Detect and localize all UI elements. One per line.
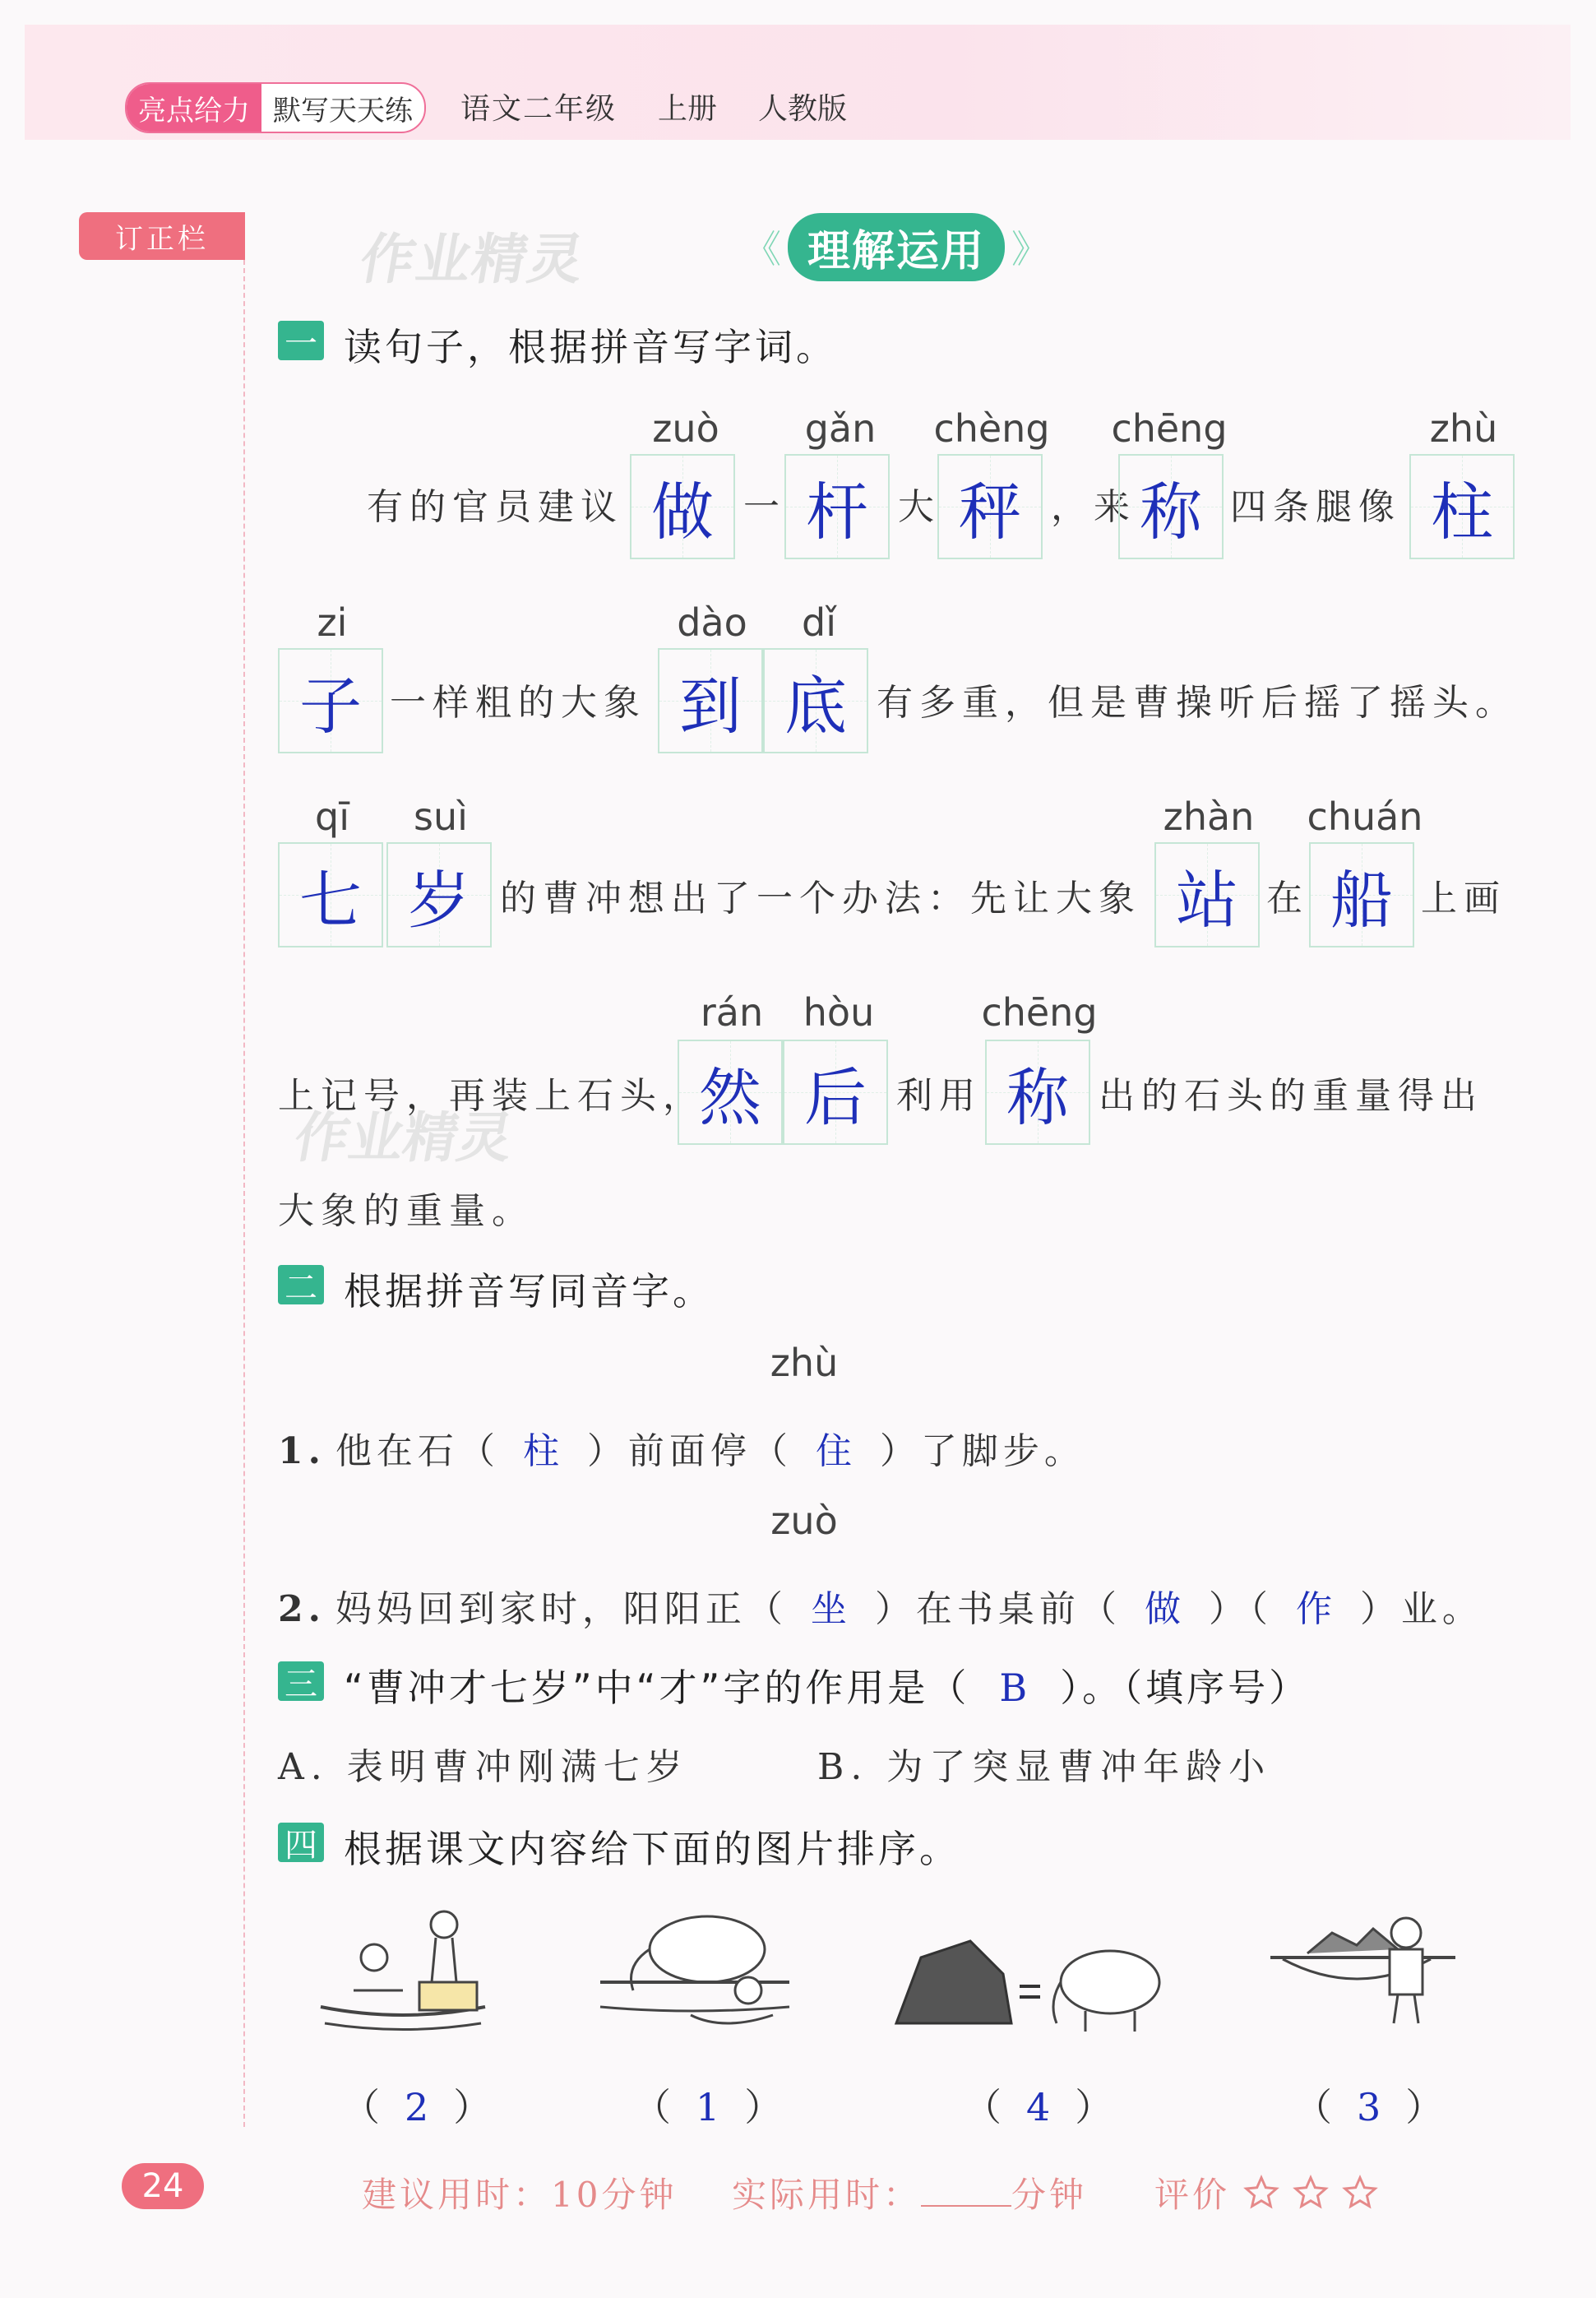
rating-label: 评价 [1154,2175,1231,2215]
answer-box [278,648,383,753]
order-slot-2: （ 1 ） [633,2085,783,2129]
pinyin: suì [414,795,468,839]
brand-left: 亮点给力 [127,84,261,132]
q2-title: 根据拼音写同音字。 [344,1269,714,1313]
sentence-text: 上画 [1421,878,1506,920]
answer-box [1409,454,1515,559]
pinyin: zuò [770,1499,838,1543]
q4-title: 根据课文内容给下面的图片排序。 [344,1827,960,1871]
order-slot-1: （ 2 ） [342,2085,492,2129]
order-answer: 2 [405,2085,429,2129]
answer-char: 柱 [1431,475,1493,549]
answer-char: 站 [1176,863,1238,937]
item-text: ）业。 [1359,1588,1483,1630]
sentence-text: 出的石头的重量得出 [1099,1075,1483,1117]
answer-box [386,842,492,947]
header-volume: 上册 [658,92,718,126]
picture-4-marking-boat [1266,1908,1464,2040]
answer-char: 后 [804,1060,867,1134]
answer-box [1118,454,1224,559]
pinyin: dǐ [802,600,836,645]
answer-char: 杆 [806,475,868,549]
q2-item-2 [278,1579,1483,1632]
sentence-text: 的曹冲想出了一个办法：先让大象 [500,878,1141,920]
q3-title-b: ）。（填序号） [1060,1666,1311,1710]
sentence-text: 大 [898,486,941,528]
answer-text: 坐 [810,1588,852,1630]
item-text: ）了脚步。 [879,1430,1085,1472]
pinyin: chēng [981,990,1098,1035]
section-banner [740,214,1052,280]
answer-text: 做 [1144,1588,1186,1630]
rating [1154,2168,1378,2217]
item-label: 2. [278,1588,326,1630]
pinyin: zhàn [1163,795,1255,839]
pinyin: qī [315,795,349,839]
pinyin: zuò [652,406,719,451]
sentence-text: 一 [743,486,786,528]
item-text: 妈妈回到家时，阳阳正（ [335,1588,788,1630]
answer-box [985,1040,1090,1145]
answer-box [658,648,763,753]
answer-char: 底 [784,669,847,743]
sentence-text: 一样粗的大象 [390,682,646,724]
pinyin: chuán [1307,795,1423,839]
sentence-text: 利用 [896,1075,982,1117]
answer-box [630,454,735,559]
picture-2-elephant-on-boat [592,1900,798,2040]
item-text: ）（ [1208,1588,1273,1630]
q4-number: 四 [278,1823,324,1862]
answer-char: 称 [1140,475,1202,549]
answer-char: 做 [651,475,714,549]
pinyin: zhù [770,1341,839,1385]
actual-time-blank[interactable] [921,2205,1011,2207]
q3-title-a: “曹冲才七岁”中“才”字的作用是（ [344,1666,970,1710]
answer-char: 称 [1006,1060,1069,1134]
answer-char: 岁 [408,863,470,937]
answer-text: 作 [1295,1588,1337,1630]
sentence-text: 在 [1266,878,1309,920]
answer-box [278,842,383,947]
answer-char: 船 [1330,863,1393,937]
picture-1-boat-loading-stones [312,1900,493,2040]
actual-time-unit: 分钟 [1011,2175,1088,2215]
section-banner-label: 理解运用 [788,213,1005,281]
order-slot-4: （ 3 ） [1294,2085,1444,2129]
q1-number: 一 [278,321,324,360]
brand-right: 默写天天练 [273,94,413,127]
answer-box [678,1040,783,1145]
q3-option-b: B. 为了突显曹冲年龄小 [817,1746,1272,1788]
answer-box [783,1040,888,1145]
correction-column-divider [243,260,245,2127]
item-text: 他在石（ [335,1430,500,1472]
banner-right-chevron-icon: 》 [1011,227,1049,271]
answer-box [784,454,890,559]
sentence-text: ，来 [1051,486,1136,528]
correction-column-tag [79,212,245,260]
sentence-text: 有的官员建议 [367,486,623,528]
pinyin: rán [700,990,764,1035]
item-label: 1. [278,1430,326,1472]
pinyin: gǎn [804,406,877,451]
answer-char: 秤 [959,475,1021,549]
answer-box [1154,842,1260,947]
picture-3-stones-equal-elephant [888,1925,1176,2040]
header-subject: 语文二年级 [460,92,618,126]
answer-char: 到 [679,669,742,743]
q3-option-a: A. 表明曹冲刚满七岁 [278,1746,689,1788]
star-icon[interactable] [1293,2175,1329,2211]
star-icon[interactable] [1243,2175,1279,2211]
page-number: 24 [122,2163,204,2209]
order-answer: 1 [696,2085,720,2129]
sentence-text: 大象的重量。 [278,1190,534,1232]
pinyin: zhù [1429,406,1498,451]
answer-box [937,454,1043,559]
order-answer: 4 [1026,2085,1051,2129]
q3-title [344,1658,1310,1712]
actual-time [732,2168,1087,2217]
answer-char: 子 [299,669,362,743]
star-icon[interactable] [1342,2175,1378,2211]
correction-column-label: 订正栏 [115,222,209,256]
pinyin: dào [677,600,747,645]
watermark: 作业精灵 [289,1106,518,1170]
answer-box [763,648,868,753]
sentence-text: 上记号，再装上石头， [278,1075,705,1117]
suggested-time: 建议用时：10分钟 [362,2175,678,2215]
pinyin: zi [317,600,348,645]
q3-answer: B [999,1666,1031,1710]
pinyin: chēng [1111,406,1228,451]
item-text: ）在书桌前（ [874,1588,1122,1630]
sentence-text: 四条腿像 [1230,486,1401,528]
answer-text: 住 [815,1430,857,1472]
answer-char: 然 [699,1060,761,1134]
q2-number: 二 [278,1265,324,1304]
q3-number: 三 [278,1661,324,1701]
q1-title: 读句子，根据拼音写字词。 [344,325,837,369]
answer-char: 七 [299,863,362,937]
pinyin: hòu [803,990,875,1035]
order-answer: 3 [1357,2085,1381,2129]
watermark: 作业精灵 [355,228,590,291]
pinyin: chèng [933,406,1050,451]
item-text: ）前面停（ [586,1430,793,1472]
header-brand [125,82,426,133]
answer-box [1309,842,1414,947]
order-slot-3: （ 4 ） [964,2085,1113,2129]
sentence-text: 有多重，但是曹操听后摇了摇头。 [877,682,1518,724]
banner-left-chevron-icon: 《 [742,227,781,271]
q2-item-1 [278,1421,1085,1474]
answer-text: 柱 [522,1430,564,1472]
header-edition: 人教版 [758,92,848,126]
actual-time-label: 实际用时： [732,2175,922,2215]
